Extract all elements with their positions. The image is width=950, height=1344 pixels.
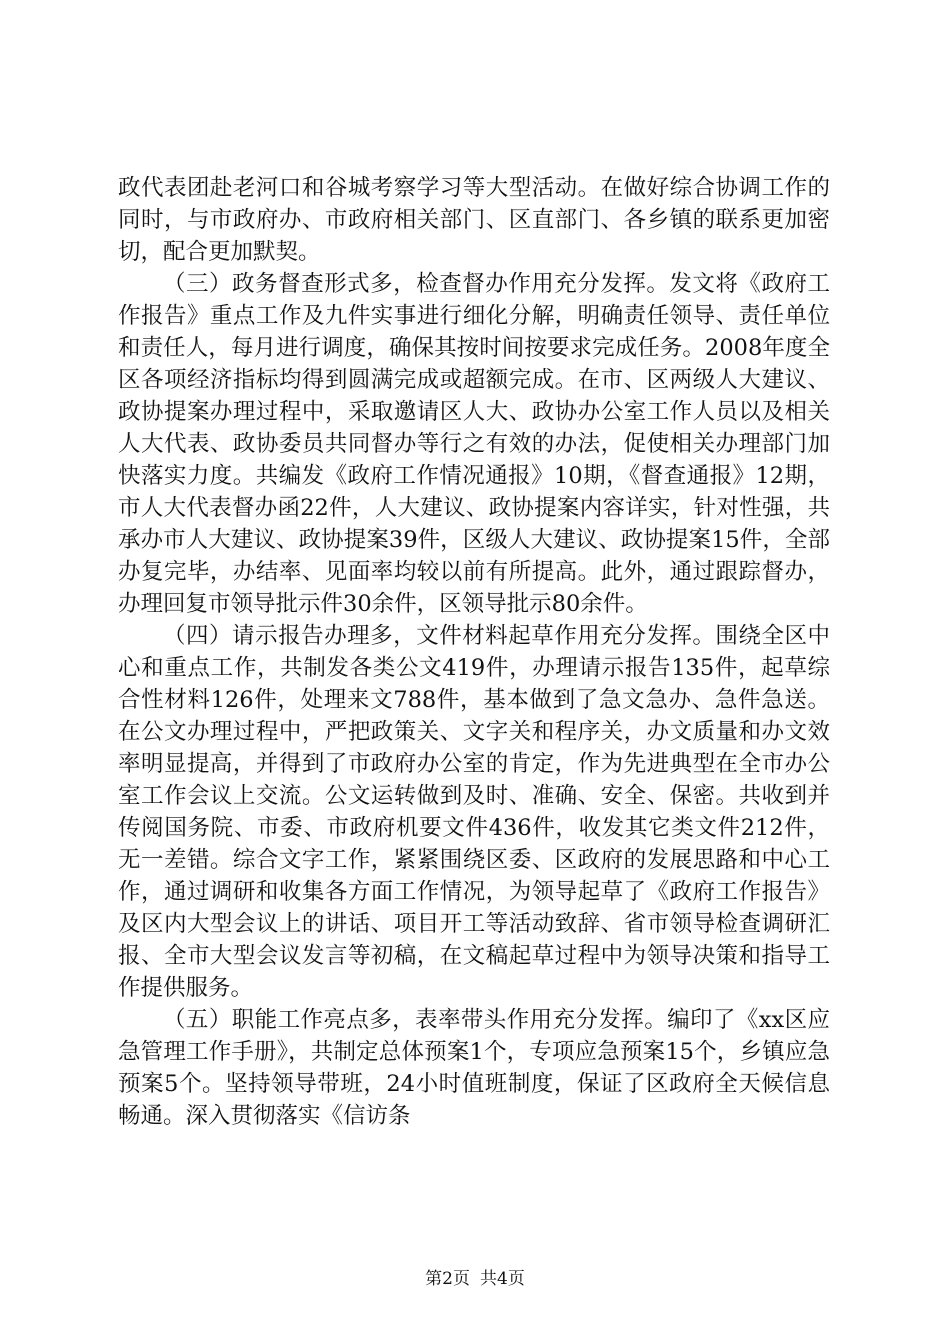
paragraph-section-5-functions: （五）职能工作亮点多，表率带头作用充分发挥。编印了《xx区应急管理工作手册》，共制定总体预案1个，专项应急预案15个，乡镇应急预案5个。坚持领导带班，24小时值班制度，保证了区政府全天候信息畅通。深入贯彻落实《信访条: [118, 1007, 830, 1129]
page-footer: [0, 1268, 950, 1290]
paragraph-continuation: 政代表团赴老河口和谷城考察学习等大型活动。在做好综合协调工作的同时，与市政府办、市政府相关部门、区直部门、各乡镇的联系更加密切，配合更加默契。: [118, 175, 830, 265]
paragraph-section-3-inspection: （三）政务督查形式多，检查督办作用充分发挥。发文将《政府工作报告》重点工作及九件实事进行细化分解，明确责任领导、责任单位和责任人，每月进行调度，确保其按时间按要求完成任务。2008年度全区各项经济指标均得到圆满完成或超额完成。在市、区两级人大建议、政协提案办理过程中，采取邀请区人大、政协办公室工作人员以及相关人大代表、政协委员共同督办等行之有效的办法，促使相关办理部门加快落实力度。共编发《政府工作情况通报》10期，《督查通报》12期，市人大代表督办函22件，人大建议、政协提案内容详实，针对性强，共承办市人大建议、政协提案39件，区级人大建议、政协提案15件，全部办复完毕，办结率、见面率均较以前有所提高。此外，通过跟踪督办，办理回复市领导批示件30余件，区领导批示80余件。: [118, 271, 830, 617]
paragraph-section-4-documents: （四）请示报告办理多，文件材料起草作用充分发挥。围绕全区中心和重点工作，共制发各类公文419件，办理请示报告135件，起草综合性材料126件，处理来文788件，基本做到了急文急办、急件急送。在公文办理过程中，严把政策关、文字关和程序关，办文质量和办文效率明显提高，并得到了市政府办公室的肯定，作为先进典型在全市办公室工作会议上交流。公文运转做到及时、准确、安全、保密。共收到并传阅国务院、市委、市政府机要文件436件，收发其它类文件212件，无一差错。综合文字工作，紧紧围绕区委、区政府的发展思路和中心工作，通过调研和收集各方面工作情况，为领导起草了《政府工作报告》及区内大型会议上的讲话、项目开工等活动致辞、省市领导检查调研汇报、全市大型会议发言等初稿，在文稿起草过程中为领导决策和指导工作提供服务。: [118, 623, 830, 1001]
page-total: 共4页: [480, 1269, 525, 1289]
page-number: 第2页: [425, 1269, 470, 1289]
document-body: [118, 172, 830, 1132]
